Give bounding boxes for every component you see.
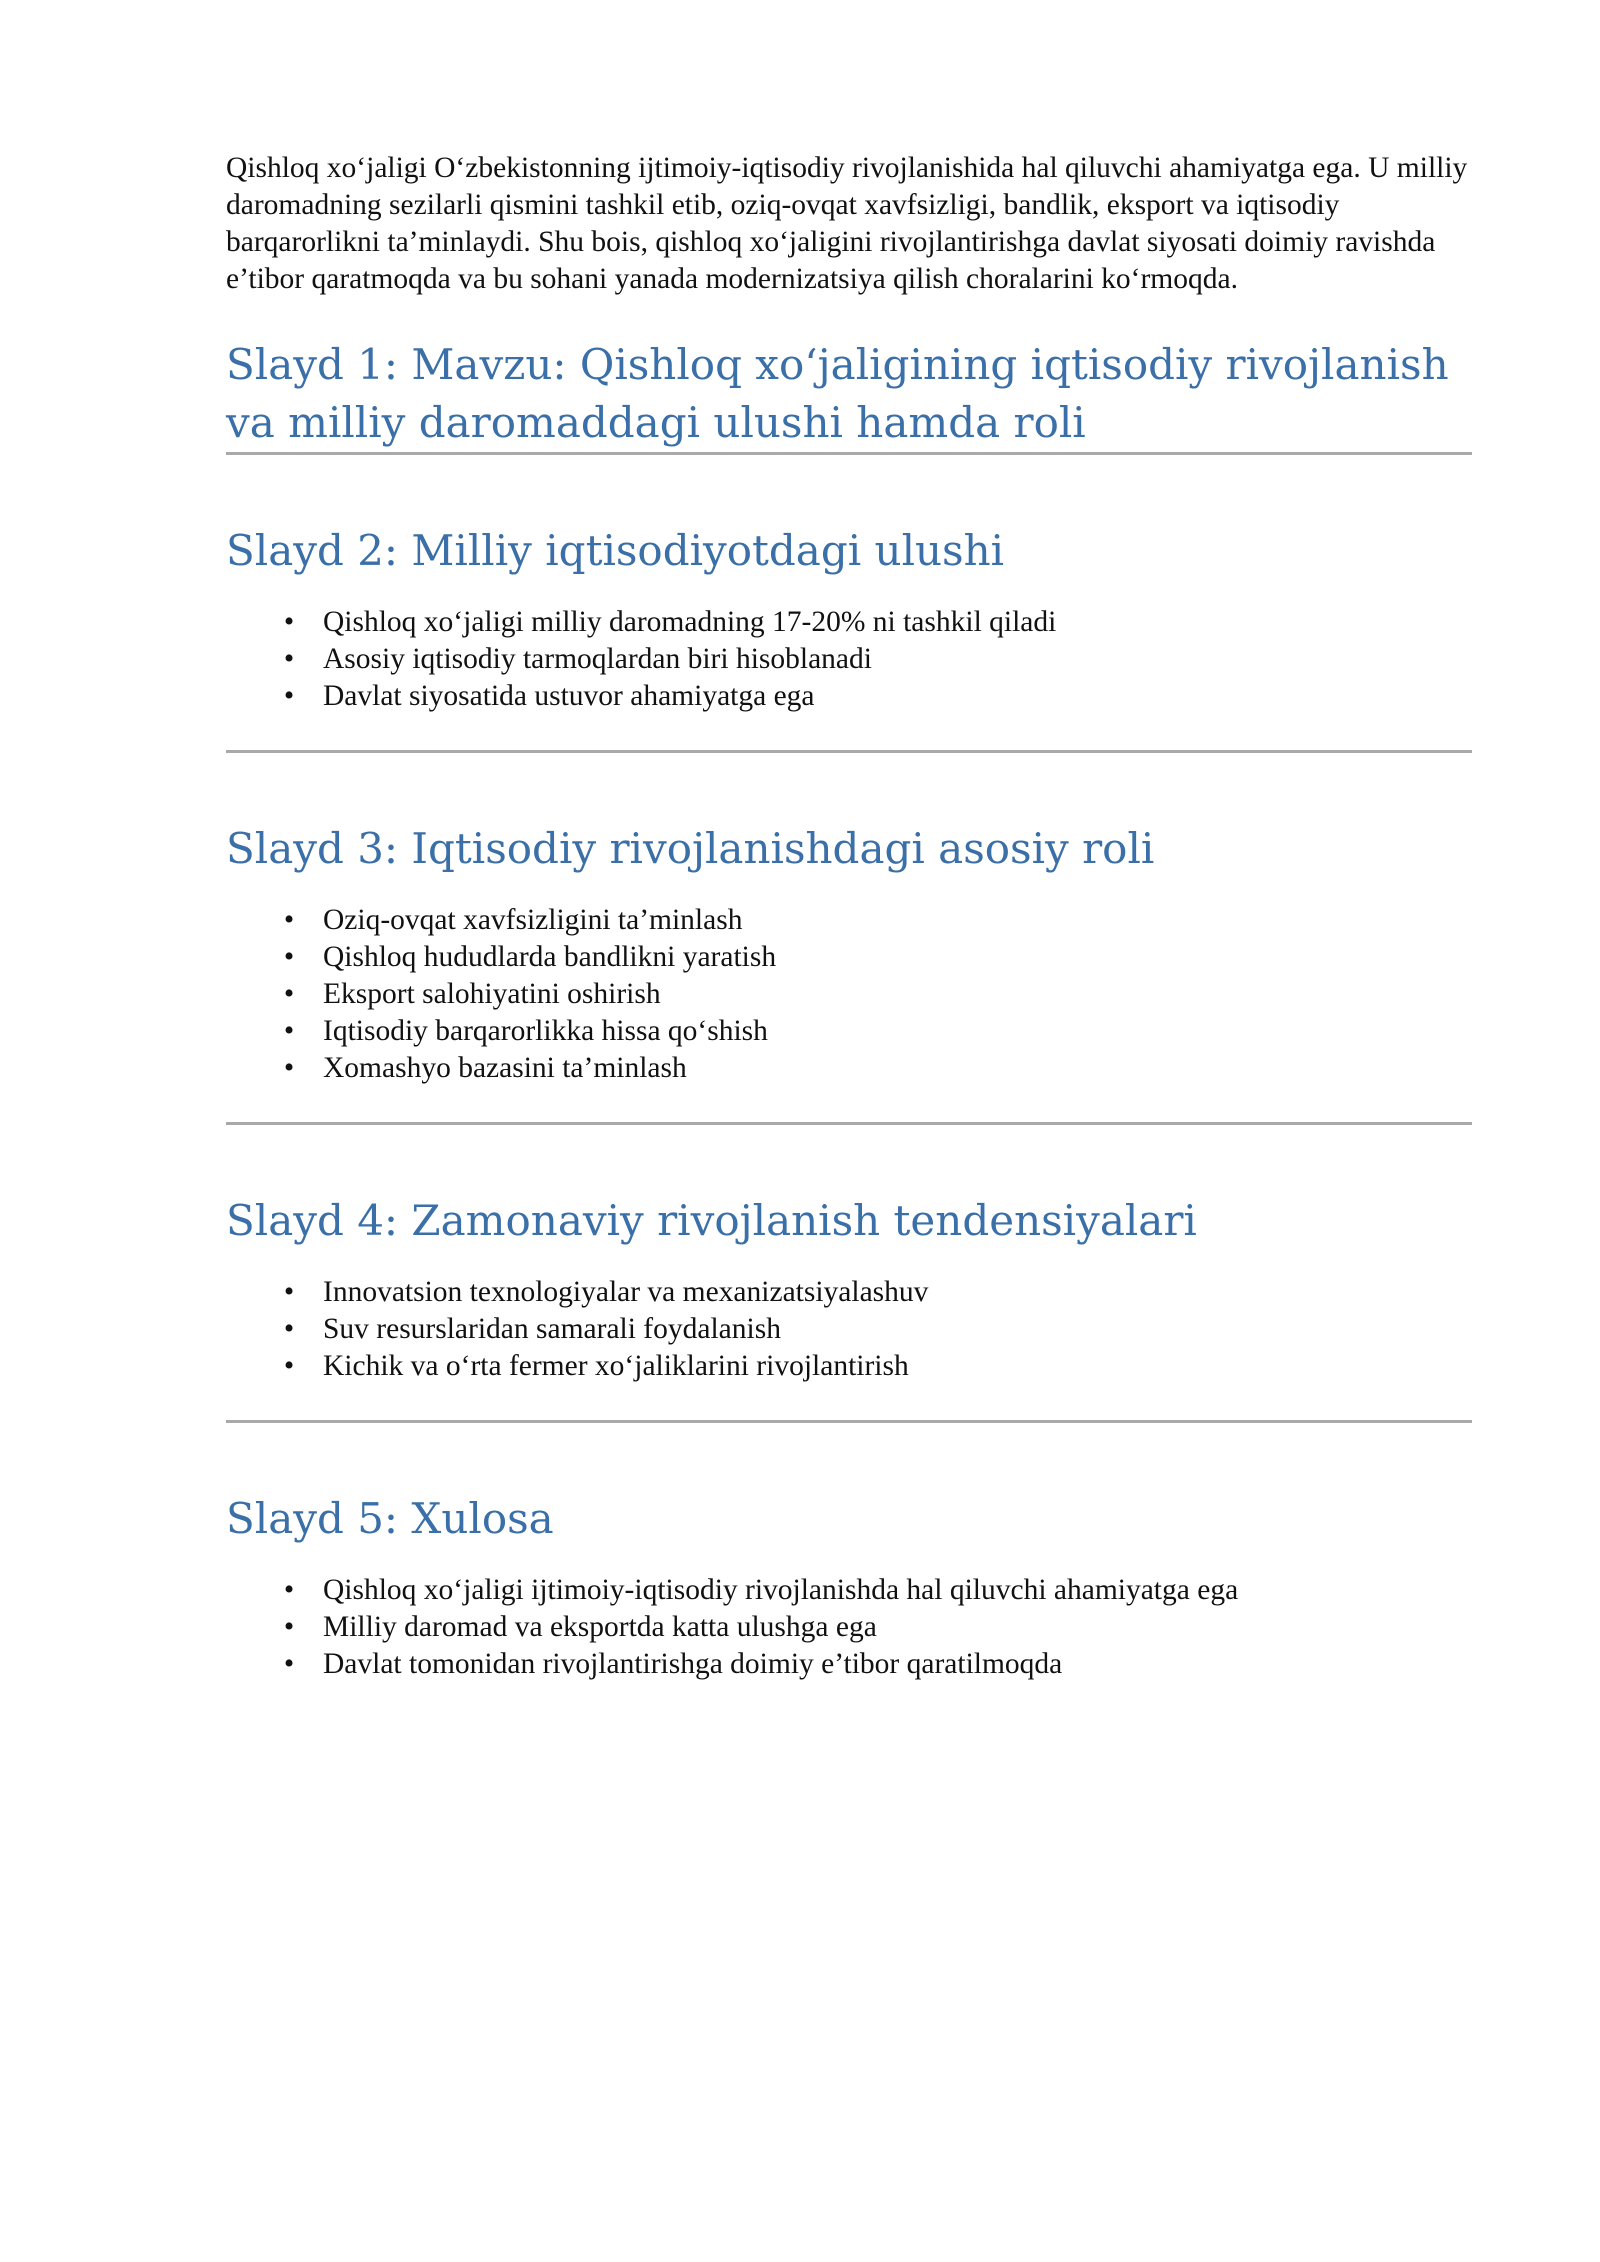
slide-section-4 xyxy=(226,1192,1472,1423)
list-item xyxy=(226,1348,1472,1385)
list-item-text: Qishloq xo‘jaligi milliy daromadning 17-20% ni tashkil qiladi xyxy=(323,606,1057,638)
list-item xyxy=(226,1646,1472,1683)
section-divider xyxy=(226,1420,1472,1423)
slide-section-2 xyxy=(226,522,1472,753)
slide-title: Slayd 4: Zamonaviy rivojlanish tendensiyalari xyxy=(226,1196,1197,1245)
list-item-text: Davlat tomonidan rivojlantirishga doimiy e’tibor qaratilmoqda xyxy=(323,1648,1063,1680)
list-item-text: Kichik va o‘rta fermer xo‘jaliklarini rivojlantirish xyxy=(323,1350,909,1382)
section-divider xyxy=(226,1122,1472,1125)
list-item-text: Xomashyo bazasini ta’minlash xyxy=(323,1052,687,1084)
bullet-list xyxy=(226,902,1472,1087)
slide-title: Slayd 3: Iqtisodiy rivojlanishdagi asosiy roli xyxy=(226,824,1155,873)
list-item-text: Qishloq hududlarda bandlikni yaratish xyxy=(323,941,777,973)
list-item xyxy=(226,939,1472,976)
list-item-text: Qishloq xo‘jaligi ijtimoiy-iqtisodiy rivojlanishda hal qiluvchi ahamiyatga ega xyxy=(323,1574,1239,1606)
list-item-text: Innovatsion texnologiyalar va mexanizatsiyalashuv xyxy=(323,1276,929,1308)
list-item-text: Oziq-ovqat xavfsizligini ta’minlash xyxy=(323,904,743,936)
list-item xyxy=(226,641,1472,678)
bullet-marker: • xyxy=(283,1313,295,1345)
bullet-marker: • xyxy=(283,1648,295,1680)
list-item xyxy=(226,1572,1472,1609)
list-item-text: Eksport salohiyatini oshirish xyxy=(323,978,661,1010)
slide-title: Slayd 1: Mavzu: Qishloq xo‘jaligining iqtisodiy rivojlanish va milliy daromaddagi ulushi hamda roli xyxy=(226,340,1449,447)
list-item xyxy=(226,604,1472,641)
bullet-marker: • xyxy=(283,606,295,638)
slide-title: Slayd 2: Milliy iqtisodiyotdagi ulushi xyxy=(226,526,1005,575)
bullet-marker: • xyxy=(283,643,295,675)
list-item xyxy=(226,1274,1472,1311)
bullet-marker: • xyxy=(283,978,295,1010)
list-item-text: Asosiy iqtisodiy tarmoqlardan biri hisoblanadi xyxy=(323,643,872,675)
list-item xyxy=(226,1609,1472,1646)
slide-section-3 xyxy=(226,820,1472,1125)
section-divider xyxy=(226,750,1472,753)
bullet-marker: • xyxy=(283,1052,295,1084)
bullet-list xyxy=(226,604,1472,715)
document-page xyxy=(226,150,1472,1683)
slide-section-5 xyxy=(226,1490,1472,1683)
list-item xyxy=(226,902,1472,939)
section-divider xyxy=(226,452,1472,455)
list-item-text: Iqtisodiy barqarorlikka hissa qo‘shish xyxy=(323,1015,768,1047)
bullet-marker: • xyxy=(283,680,295,712)
list-item xyxy=(226,678,1472,715)
bullet-marker: • xyxy=(283,1015,295,1047)
slide-title: Slayd 5: Xulosa xyxy=(226,1494,554,1543)
list-item-text: Davlat siyosatida ustuvor ahamiyatga ega xyxy=(323,680,815,712)
list-item xyxy=(226,1311,1472,1348)
bullet-list xyxy=(226,1572,1472,1683)
bullet-marker: • xyxy=(283,1276,295,1308)
list-item xyxy=(226,1013,1472,1050)
list-item xyxy=(226,1050,1472,1087)
bullet-list xyxy=(226,1274,1472,1385)
list-item-text: Milliy daromad va eksportda katta ulushga ega xyxy=(323,1611,877,1643)
bullet-marker: • xyxy=(283,941,295,973)
list-item-text: Suv resurslaridan samarali foydalanish xyxy=(323,1313,781,1345)
list-item xyxy=(226,976,1472,1013)
bullet-marker: • xyxy=(283,1574,295,1606)
bullet-marker: • xyxy=(283,904,295,936)
intro-paragraph: Qishloq xo‘jaligi O‘zbekistonning ijtimoiy-iqtisodiy rivojlanishida hal qiluvchi ahamiyatga ega. U milliy daromadning sezilarli qismini tashkil etib, oziq-ovqat xavfsizligi, bandlik, eksport va iqtisodiy barqarorlikni ta’minlaydi. Shu bois, qishloq xo‘jaligini rivojlantirishga davlat siyosati doimiy ravishda e’tibor qaratmoqda va bu sohani yanada modernizatsiya qilish choralarini ko‘rmoqda. xyxy=(226,152,1468,295)
slide-section-1 xyxy=(226,336,1472,455)
bullet-marker: • xyxy=(283,1350,295,1382)
bullet-marker: • xyxy=(283,1611,295,1643)
